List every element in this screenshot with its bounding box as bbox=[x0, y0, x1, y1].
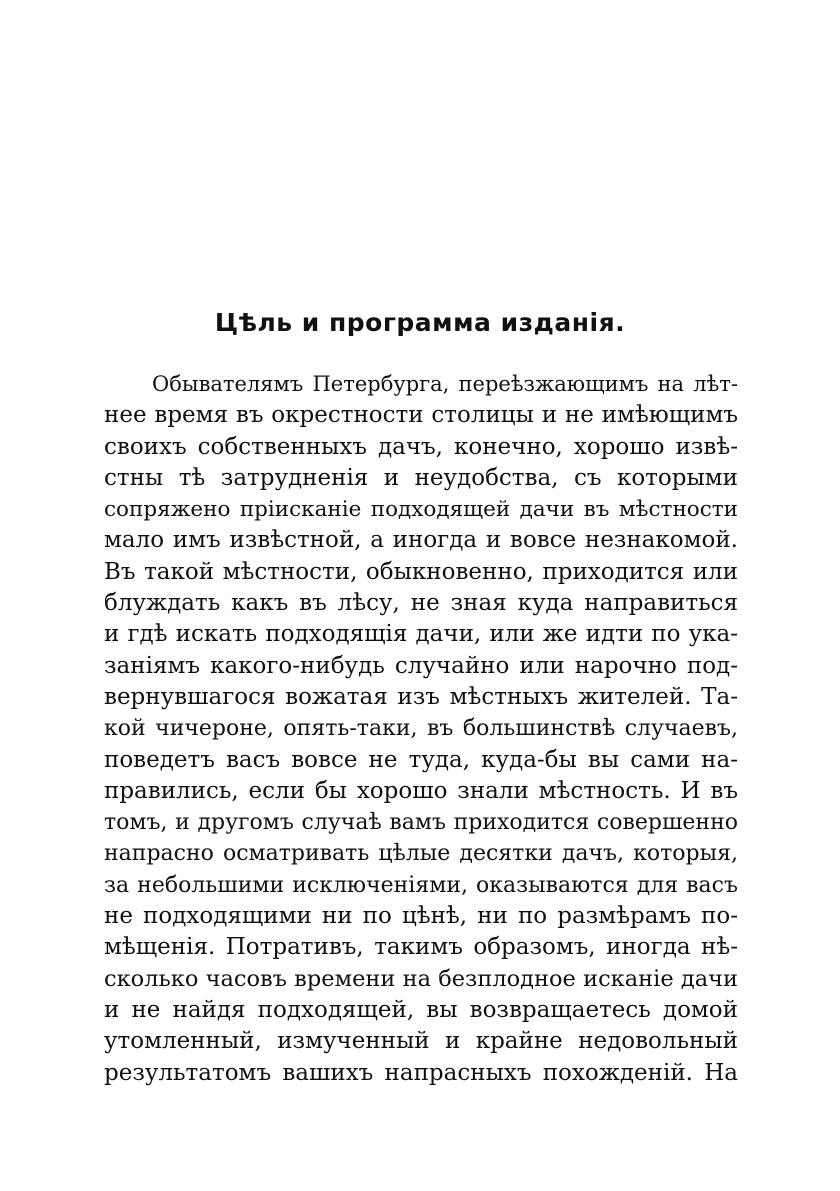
text-line: и не найдя подходящей, вы возвращаетесь домой bbox=[104, 996, 738, 1023]
text-line: мало имъ извѣстной, а иногда и вовсе незнакомой. bbox=[104, 527, 738, 554]
text-line: мѣщенія. Потративъ, такимъ образомъ, иногда нѣ- bbox=[104, 934, 738, 961]
text-line: Обывателямъ Петербурга, переѣзжающимъ на лѣт- bbox=[152, 372, 738, 396]
text-line: и гдѣ искать подходящія дачи, или же идти по ука- bbox=[104, 621, 738, 648]
text-line: результатомъ вашихъ напрасныхъ похожденій. На bbox=[104, 1059, 738, 1086]
text-line: поведетъ васъ вовсе не туда, куда-бы вы сами на- bbox=[104, 746, 738, 773]
text-line: нее время въ окрестности столицы и не имѣющимъ bbox=[104, 402, 738, 429]
text-line: блуждать какъ въ лѣсу, не зная куда направиться bbox=[104, 590, 738, 617]
body-text bbox=[104, 369, 738, 1089]
page-title: Цѣль и программа изданія. bbox=[214, 308, 626, 337]
text-line: своихъ собственныхъ дачъ, конечно, хорошо извѣ- bbox=[104, 433, 738, 460]
text-line: утомленный, измученный и крайне недовольный bbox=[104, 1028, 738, 1055]
text-line: сопряжено пріисканіе подходящей дачи въ мѣстности bbox=[104, 497, 738, 523]
text-line: сколько часовъ времени на безплодное исканіе дачи bbox=[104, 965, 738, 992]
text-line: стны тѣ затрудненія и неудобства, съ которыми bbox=[104, 464, 738, 491]
text-line: Въ такой мѣстности, обыкновенно, приходится или bbox=[104, 558, 738, 585]
text-line: томъ, и другомъ случаѣ вамъ приходится совершенно bbox=[104, 810, 738, 836]
text-line: заніямъ какого-нибудь случайно или нарочно под- bbox=[104, 652, 738, 679]
text-line: правились, если бы хорошо знали мѣстность. И въ bbox=[104, 777, 738, 804]
text-line: кой чичероне, опять-таки, въ большинствѣ случаевъ, bbox=[104, 716, 738, 742]
text-line: вернувшагося вожатая изъ мѣстныхъ жителей. Та- bbox=[104, 683, 738, 710]
text-line: за небольшими исключеніями, оказываются для васъ bbox=[104, 872, 738, 898]
text-line: напрасно осматривать цѣлые десятки дачъ, которыя, bbox=[104, 841, 738, 867]
text-line: не подходящими ни по цѣнѣ, ни по размѣрамъ по- bbox=[104, 903, 738, 930]
